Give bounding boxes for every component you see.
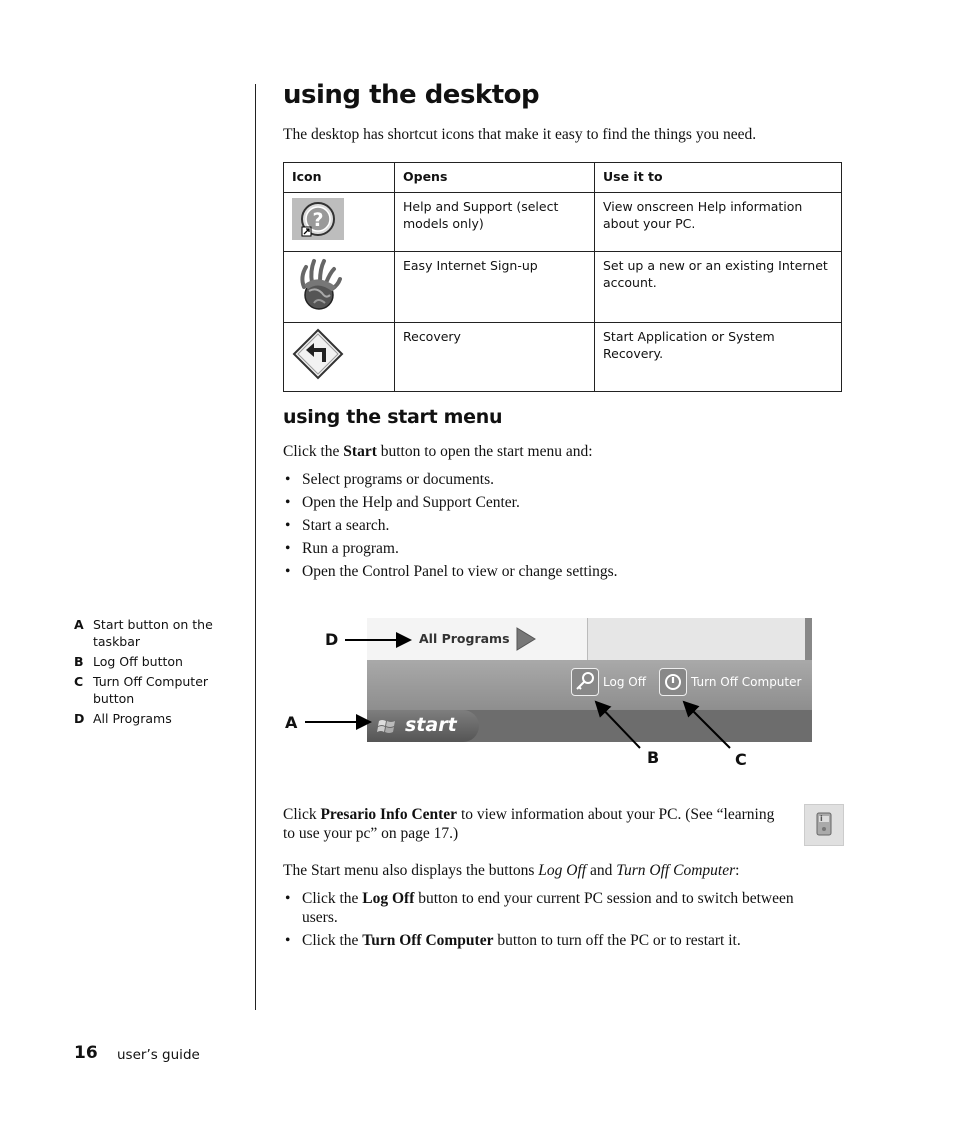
log-off-turn-off-bullets [283,889,803,954]
page-number: 16 [74,1043,98,1063]
callout-d: D [325,630,339,649]
log-off-label[interactable]: Log Off [603,675,646,689]
table-cell-opens: Recovery [395,323,595,392]
header-use: Use it to [595,163,842,193]
table-cell-use: View onscreen Help information about your PC. [595,193,842,252]
callout-c: C [735,750,747,769]
table-cell-opens: Help and Support (select models only) [395,193,595,252]
list-item: • Start a search. [283,516,618,535]
list-item: • Select programs or documents. [283,470,618,489]
section-title: using the start menu [283,406,503,428]
arrow-b [596,702,640,748]
callout-b: B [647,748,660,767]
page-title: using the desktop [283,80,540,110]
svg-text:i: i [820,814,823,823]
list-item: • Run a program. [283,539,618,558]
start-label: start [405,714,457,736]
list-item: • Click the Log Off button to end your current PC session and to switch between users. [283,889,803,927]
legend-item: C Turn Off Computer button [74,674,209,706]
legend-item: A Start button on the taskbar [74,617,213,649]
intro-text: The desktop has shortcut icons that make it easy to find the things you need. [283,126,757,143]
footer-text: user’s guide [117,1047,200,1063]
table-cell-use: Start Application or System Recovery. [595,323,842,392]
list-item: • Open the Control Panel to view or change settings. [283,562,618,581]
presario-info-center-icon [804,804,844,846]
svg-text:?: ? [312,209,324,231]
list-item: • Open the Help and Support Center. [283,493,618,512]
legend-item: D All Programs [74,711,172,726]
legend-item: B Log Off button [74,654,183,669]
list-item: • Click the Turn Off Computer button to turn off the PC or to restart it. [283,931,803,950]
table-cell-opens: Easy Internet Sign-up [395,252,595,323]
start-menu-lead: Click the Start button to open the start menu and: [283,443,593,460]
header-icon: Icon [284,163,395,193]
table-cell-use: Set up a new or an existing Internet account. [595,252,842,323]
arrow-c [684,702,730,748]
presario-paragraph: Click Presario Info Center to view information about your PC. (See “learning to use your pc” on page 17.) [283,806,775,842]
header-opens: Opens [395,163,595,193]
all-programs-label[interactable]: All Programs [419,631,510,646]
callout-a: A [285,713,298,732]
start-menu-buttons-paragraph: The Start menu also displays the buttons Log Off and Turn Off Computer: [283,862,740,879]
turn-off-label[interactable]: Turn Off Computer [691,675,802,689]
